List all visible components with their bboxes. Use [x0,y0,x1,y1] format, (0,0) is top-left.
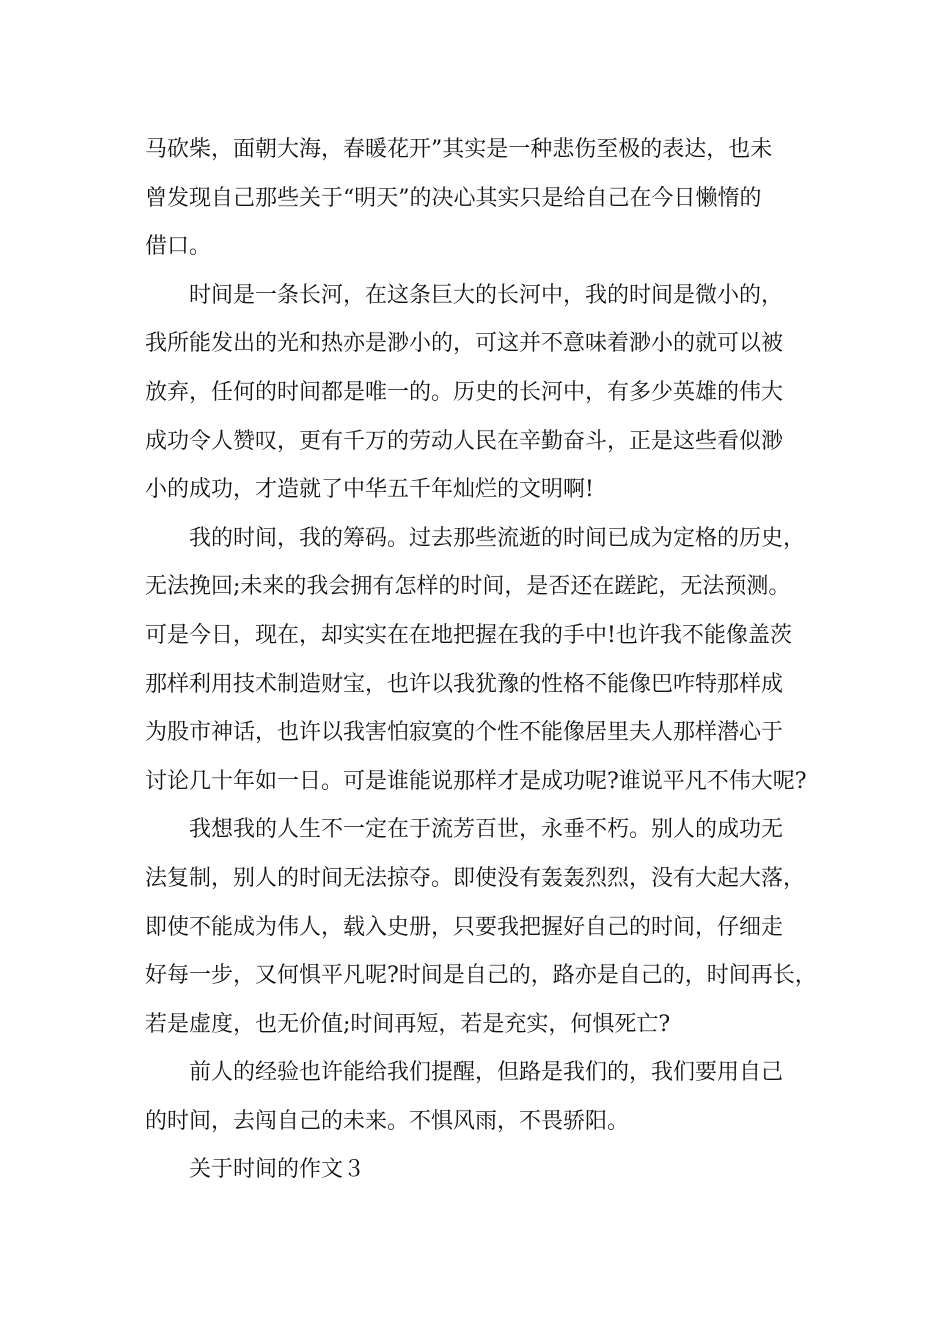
text-line: 法复制，别人的时间无法掠夺。即使没有轰轰烈烈，没有大起大落， [145,865,806,891]
paragraph-own-road [145,1049,830,1146]
paragraph-continuation [145,126,830,272]
text-line: 放弃，任何的时间都是唯一的。历史的长河中，有多少英雄的伟大 [145,379,784,405]
section-heading-text: 关于时间的作文３ [189,1157,366,1183]
text-line: 我的时间，我的筹码。过去那些流逝的时间已成为定格的历史， [189,525,806,551]
text-line: 若是虚度，也无价值;时间再短，若是充实，何惧死亡? [145,1011,671,1037]
text-line: 借口。 [145,234,212,260]
text-line: 我所能发出的光和热亦是渺小的，可这并不意味着渺小的就可以被 [145,331,784,357]
text-line: 成功令人赞叹，更有千万的劳动人民在辛勤奋斗，正是这些看似渺 [145,428,784,454]
document-body [145,126,830,1195]
text-line: 的时间，去闯自己的未来。不惧风雨，不畏骄阳。 [145,1108,630,1134]
text-line: 为股市神话，也许以我害怕寂寞的个性不能像居里夫人那样潜心于 [145,720,784,746]
paragraph-my-life [145,806,830,1049]
paragraph-time-river [145,272,830,515]
text-line: 曾发现自己那些关于“明天”的决心其实只是给自己在今日懒惰的 [145,185,762,211]
text-line: 即使不能成为伟人，载入史册，只要我把握好自己的时间，仔细走 [145,914,784,940]
text-line: 马砍柴，面朝大海，春暖花开”其实是一种悲伤至极的表达，也未 [145,137,773,162]
text-line: 可是今日，现在，却实实在在地把握在我的手中!也许我不能像盖茨 [145,622,792,648]
text-line: 时间是一条长河，在这条巨大的长河中，我的时间是微小的， [189,282,784,308]
text-line: 讨论几十年如一日。可是谁能说那样才是成功呢?谁说平凡不伟大呢? [145,768,807,794]
paragraph-my-chips [145,515,830,807]
text-line: 前人的经验也许能给我们提醒，但路是我们的，我们要用自己 [189,1060,784,1086]
text-line: 小的成功，才造就了中华五千年灿烂的文明啊! [145,477,594,503]
section-heading [145,1146,830,1195]
text-line: 无法挽回;未来的我会拥有怎样的时间，是否还在蹉跎，无法预测。 [145,574,791,600]
text-line: 好每一步，又何惧平凡呢?时间是自己的，路亦是自己的，时间再长， [145,963,817,989]
text-line: 我想我的人生不一定在于流芳百世，永垂不朽。别人的成功无 [189,817,784,843]
text-line: 那样利用技术制造财宝，也许以我犹豫的性格不能像巴咋特那样成 [145,671,784,697]
